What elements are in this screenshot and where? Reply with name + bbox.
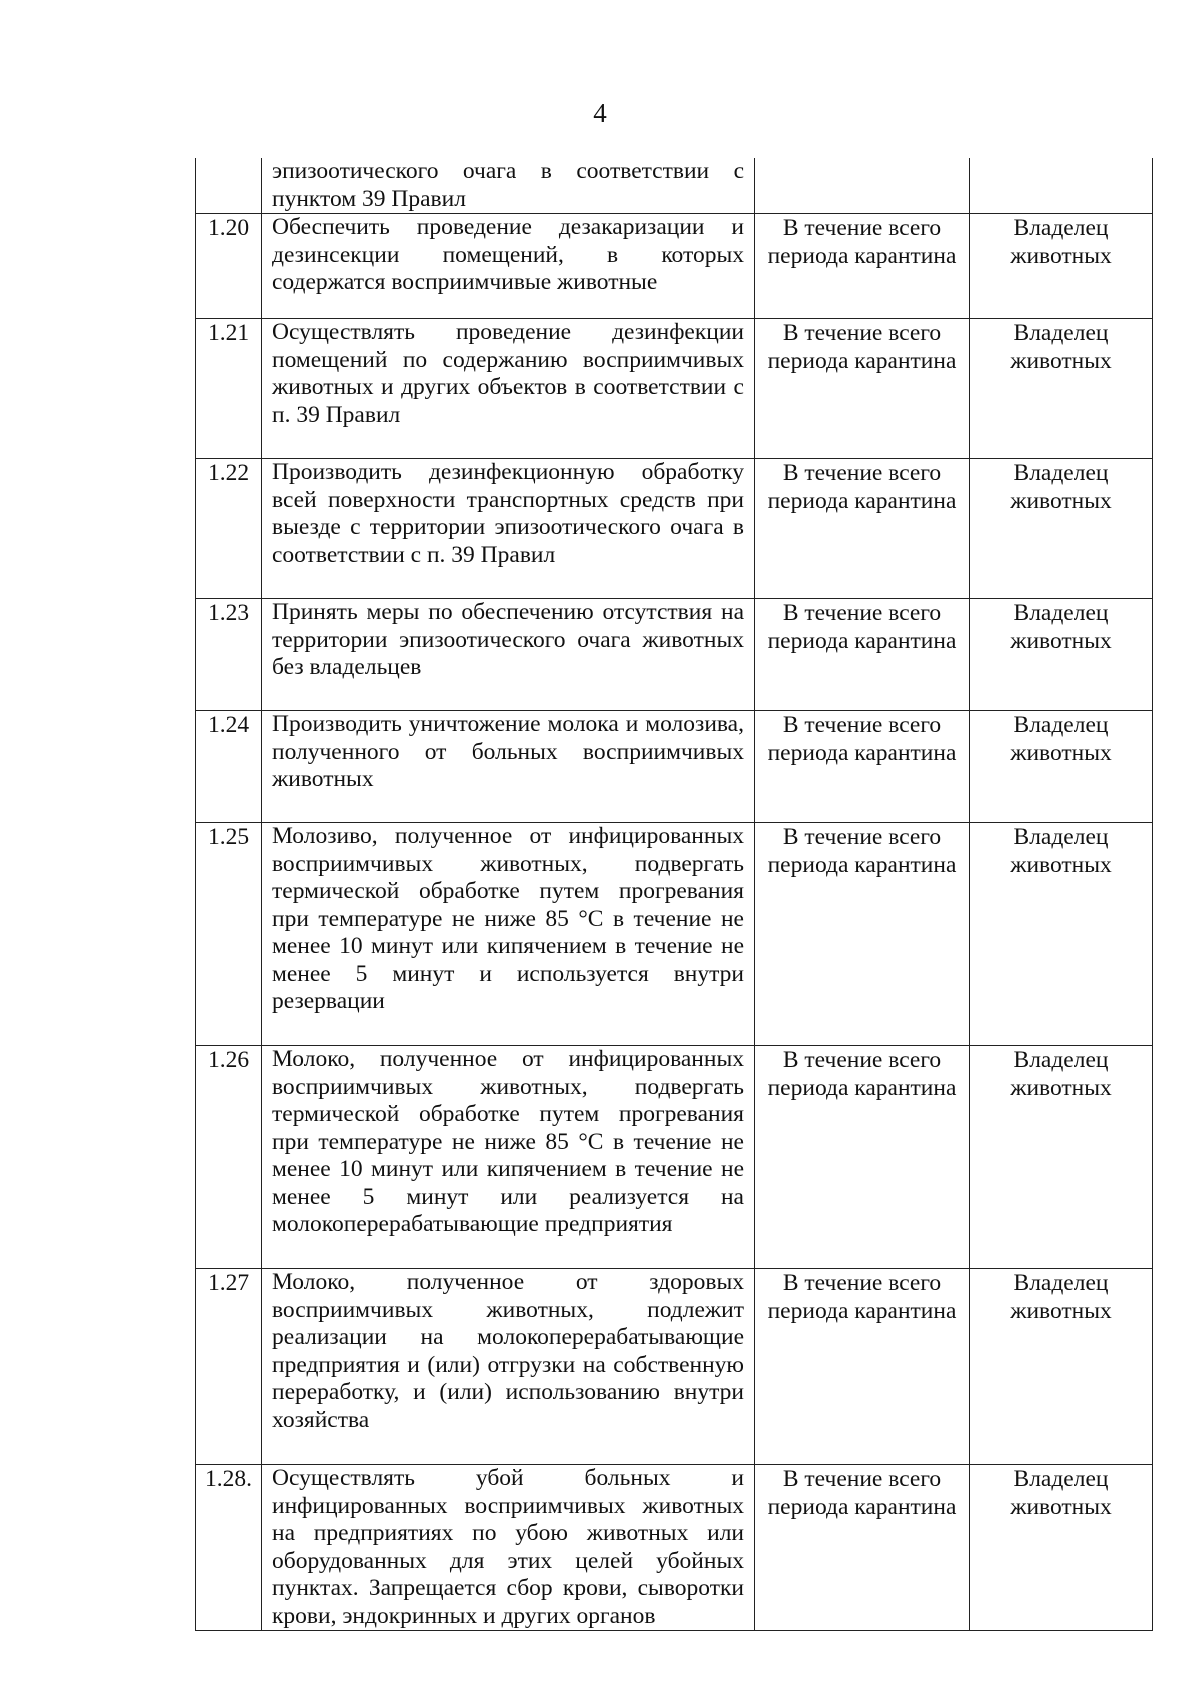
measure-text: Молоко, полученное от здоровых восприимчивых животных, подлежит реализации на молокоперерабатывающие предприятия и (или) отгрузки на собственную переработку, и (или) использованию внутри хозяйства [262,1269,755,1465]
page-number: 4 [593,98,607,128]
responsible-cell: Владелец животных [970,1465,1153,1631]
term-cell: В течение всего периода карантина [755,459,970,599]
row-number: 1.26 [196,1046,262,1269]
responsible-cell: Владелец животных [970,214,1153,319]
row-number: 1.22 [196,459,262,599]
term-cell: В течение всего периода карантина [755,1269,970,1465]
responsible-cell [970,158,1153,214]
term-cell [755,158,970,214]
table-row [196,319,1153,459]
term-cell: В течение всего периода карантина [755,711,970,823]
table-row [196,1269,1153,1465]
row-number: 1.23 [196,599,262,711]
table-row [196,1046,1153,1269]
row-number: 1.25 [196,823,262,1046]
table-row [196,158,1153,214]
term-cell: В течение всего периода карантина [755,1465,970,1631]
measure-text: Принять меры по обеспечению отсутствия на территории эпизоотического очага животных без владельцев [262,599,755,711]
row-number: 1.21 [196,319,262,459]
row-number: 1.28. [196,1465,262,1631]
table-row [196,459,1153,599]
responsible-cell: Владелец животных [970,459,1153,599]
responsible-cell: Владелец животных [970,1269,1153,1465]
responsible-cell: Владелец животных [970,319,1153,459]
table-row [196,214,1153,319]
table-row [196,599,1153,711]
measure-text: Молозиво, полученное от инфицированных восприимчивых животных, подвергать термической обработке путем прогревания при температуре не ниже 85 °С в течение не менее 10 минут или кипячением в течение не менее 5 минут и используется внутри резервации [262,823,755,1046]
term-cell: В течение всего периода карантина [755,214,970,319]
responsible-cell: Владелец животных [970,1046,1153,1269]
responsible-cell: Владелец животных [970,711,1153,823]
term-cell: В течение всего периода карантина [755,1046,970,1269]
table-row [196,823,1153,1046]
measures-table [195,158,1152,1631]
term-cell: В течение всего периода карантина [755,319,970,459]
measure-text: Осуществлять проведение дезинфекции помещений по содержанию восприимчивых животных и других объектов в соответствии с п. 39 Правил [262,319,755,459]
measure-text: Производить дезинфекционную обработку всей поверхности транспортных средств при выезде с территории эпизоотического очага в соответствии с п. 39 Правил [262,459,755,599]
responsible-cell: Владелец животных [970,599,1153,711]
row-number [196,158,262,214]
row-number: 1.27 [196,1269,262,1465]
measure-text: эпизоотического очага в соответствии с пунктом 39 Правил [262,158,755,214]
measure-text: Производить уничтожение молока и молозива, полученного от больных восприимчивых животных [262,711,755,823]
measure-text: Молоко, полученное от инфицированных восприимчивых животных, подвергать термической обработке путем прогревания при температуре не ниже 85 °С в течение не менее 10 минут или кипячением в течение не менее 5 минут или реализуется на молокоперерабатывающие предприятия [262,1046,755,1269]
responsible-cell: Владелец животных [970,823,1153,1046]
term-cell: В течение всего периода карантина [755,823,970,1046]
measure-text: Обеспечить проведение дезакаризации и дезинсекции помещений, в которых содержатся восприимчивые животные [262,214,755,319]
table-row [196,1465,1153,1631]
row-number: 1.20 [196,214,262,319]
row-number: 1.24 [196,711,262,823]
term-cell: В течение всего периода карантина [755,599,970,711]
table-row [196,711,1153,823]
measure-text: Осуществлять убой больных и инфицированных восприимчивых животных на предприятиях по убою животных или оборудованных для этих целей убойных пунктах. Запрещается сбор крови, сыворотки крови, эндокринных и других органов [262,1465,755,1631]
